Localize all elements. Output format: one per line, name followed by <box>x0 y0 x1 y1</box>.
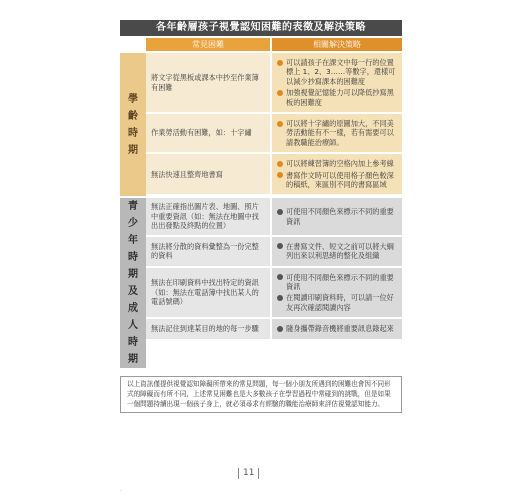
column-header-row <box>120 38 402 51</box>
section-teen-adult <box>120 198 402 368</box>
bullet-dot-icon <box>277 172 283 178</box>
problem-cell: 無法在印刷資料中找出特定的資訊（如：無法在電話簿中找出某人的電話號碼） <box>146 268 270 318</box>
strategy-text: 加強視覺記憶能力可以降低抄寫黑板的困難度 <box>286 88 394 107</box>
section-label-char: 學 <box>128 93 138 105</box>
strategy-text: 可使用不同顏色來標示不同的重要資訊 <box>286 272 394 291</box>
section-label <box>120 198 146 368</box>
bullet-dot-icon <box>277 161 283 167</box>
problem-cell: 無法記住到達某目的地的每一步驟 <box>146 319 270 338</box>
strategy-text: 可以將練習簿的空格內加上參考線 <box>286 159 394 169</box>
bullet-dot-icon <box>277 60 283 66</box>
table-sections <box>120 53 402 368</box>
section-label-char: 年 <box>128 235 138 247</box>
strategy-item <box>277 242 397 261</box>
section-label-char: 成 <box>128 303 138 315</box>
section-label-char: 時 <box>128 337 138 349</box>
footnote: 以上資訊僅提供視覺認知障礙所帶來的常見問題，每一個小朋友所遇到的困難也會因不同形式的障礙而有所不同，上述常見困難也是大多數孩子在學習過程中常碰到的挑戰，但是如果一個問題持續出現一個孩子身上，就必須尋求有經驗的職能治療師來評估視覺認知能力。 <box>120 376 402 413</box>
section-label <box>120 53 146 196</box>
strategy-item <box>277 293 397 312</box>
page-number: 11 <box>238 468 259 479</box>
strategy-item <box>277 273 397 292</box>
header-common-problems: 常見困難 <box>146 38 270 51</box>
table-title: 各年齡層孩子視覺認知困難的表徵及解決策略 <box>120 20 402 36</box>
print-mark: · <box>120 488 122 495</box>
bullet-dot-icon <box>277 90 283 96</box>
bullet-dot-icon <box>277 326 283 332</box>
strategy-cell <box>272 154 402 194</box>
strategy-item <box>277 207 397 226</box>
strategy-text: 可以將十字繡的原圖加大，不同美勞活動能有不一樣，若有需要可以請教職能治療師。 <box>286 119 394 147</box>
bullet-dot-icon <box>277 274 283 280</box>
section-label-char: 時 <box>128 127 138 139</box>
strategy-text: 書寫作文時可以使用格子顏色較深的稿紙，來區別不同的書寫區域 <box>286 170 394 190</box>
strategy-text: 可以請孩子在課文中每一行的位置標上 1、2、3……等數字，還樣可以減少抄寫課本的困難度 <box>286 58 396 86</box>
strategy-item <box>277 159 394 168</box>
strategy-text: 在閱讀印刷資料時，可以請一位好友再次確認閱讀內容 <box>286 293 394 312</box>
table-row <box>146 154 402 194</box>
strategy-text: 在書寫文件、短文之前可以將大綱列出來以利思緒的整化及組織 <box>286 241 394 261</box>
bullet-dot-icon <box>277 121 283 127</box>
strategy-item <box>277 171 397 190</box>
strategy-cell <box>272 237 402 266</box>
table-row <box>146 114 402 152</box>
table-row <box>146 53 402 112</box>
table-row <box>146 268 402 318</box>
table-row <box>146 237 402 266</box>
problem-cell: 無法正確指出圖片表、地圖、照片中重要資訊（如：無法在地圖中找出出發點及終點的位置） <box>146 198 270 234</box>
strategy-item <box>277 88 397 107</box>
section-label-char: 期 <box>128 269 138 281</box>
bullet-dot-icon <box>277 243 283 249</box>
strategy-cell <box>272 114 402 152</box>
strategy-text: 隨身攜帶錄音機將重要訊息錄起來 <box>286 324 394 334</box>
section-label-char: 時 <box>128 252 138 264</box>
problem-cell: 無法將分散的資料彙整為一份完整的資料 <box>146 237 270 266</box>
bullet-dot-icon <box>277 209 283 215</box>
strategy-item <box>277 324 394 333</box>
strategy-text: 可使用不同顏色來標示不同的重要資訊 <box>286 207 394 226</box>
strategy-item <box>277 119 397 147</box>
section-label-char: 及 <box>128 286 138 298</box>
section-rows <box>146 53 402 196</box>
table-row <box>146 198 402 234</box>
strategy-cell <box>272 53 402 112</box>
section-label-char: 齡 <box>128 110 138 122</box>
section-label-char: 青 <box>128 201 138 213</box>
section-label-char: 期 <box>128 354 138 366</box>
section-label-char: 少 <box>128 218 138 230</box>
problem-cell: 將文字從黑板或課本中抄至作業簿有困難 <box>146 53 270 112</box>
table-row <box>146 319 402 338</box>
strategy-table-page <box>120 20 402 413</box>
section-label-char: 人 <box>128 320 138 332</box>
bullet-dot-icon <box>277 295 283 301</box>
header-strategies: 相關解決策略 <box>272 38 402 51</box>
strategy-item <box>277 58 397 86</box>
problem-cell: 作業勞活動有困難，如：十字繡 <box>146 114 270 152</box>
section-school-age <box>120 53 402 196</box>
strategy-cell <box>272 268 402 318</box>
section-rows <box>146 198 402 368</box>
strategy-cell <box>272 319 402 338</box>
strategy-cell <box>272 198 402 234</box>
problem-cell: 無法快速且整齊地書寫 <box>146 154 270 194</box>
header-spacer <box>120 38 146 51</box>
section-label-char: 期 <box>128 144 138 156</box>
